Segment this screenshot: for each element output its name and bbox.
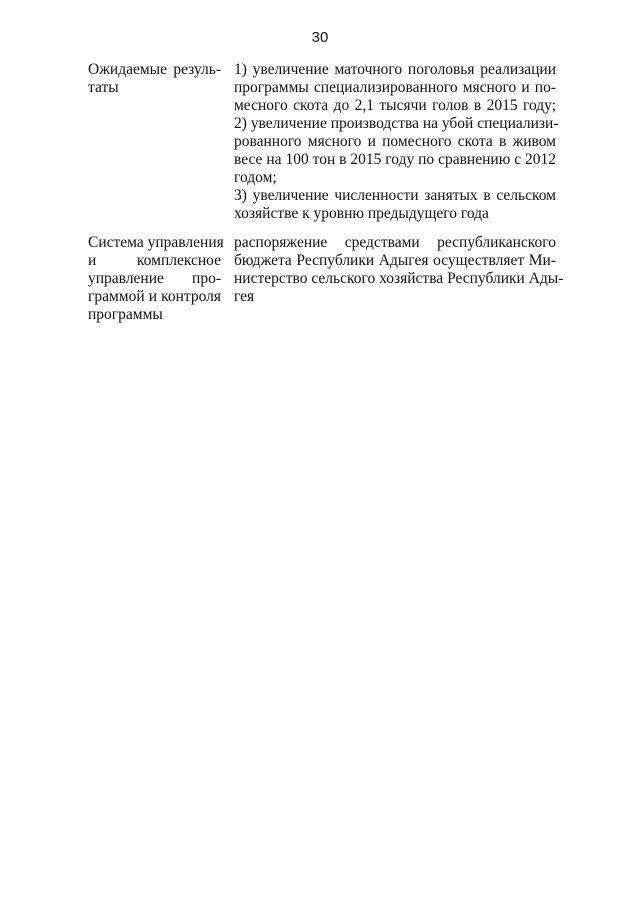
management-system-row (88, 234, 564, 324)
label-line: Система управления (88, 234, 224, 251)
expected-results-row (88, 61, 559, 223)
row-content (234, 234, 564, 324)
content-line: нистерство сельского хозяйства Республики Ады- (234, 270, 564, 287)
content-line: рованного мясного и помесного скота в живом (234, 133, 556, 150)
content-line: 2) увеличение производства на убой специализи- (234, 115, 559, 132)
row-label (88, 61, 221, 223)
label-line: Ожидаемые резуль- (88, 61, 221, 78)
content-line: бюджета Республики Адыгея осуществляет Ми- (234, 252, 556, 269)
label-line: граммой и контроля (88, 288, 221, 305)
content-line: программы специализированного мясного и по- (234, 79, 556, 96)
label-line: таты (88, 79, 119, 96)
content-line: распоряжение средствами республиканского (234, 234, 556, 251)
content-line: хозяйстве к уровню предыдущего года (234, 205, 489, 222)
content-line: месного скота до 2,1 тысячи голов в 2015 году; (234, 97, 556, 114)
content-line: весе на 100 тон в 2015 году по сравнению с 2012 (234, 151, 556, 168)
label-line: программы (88, 306, 163, 323)
label-line: и комплексное (88, 252, 221, 269)
page-number: 30 (311, 29, 329, 46)
label-line: управление про- (88, 270, 221, 287)
content-line: годом; (234, 169, 277, 186)
content-line: 1) увеличение маточного поголовья реализации (234, 61, 556, 78)
row-content (234, 61, 559, 223)
row-label (88, 234, 224, 324)
content-line: 3) увеличение численности занятых в сельском (234, 187, 556, 204)
content-line: гея (234, 288, 255, 305)
